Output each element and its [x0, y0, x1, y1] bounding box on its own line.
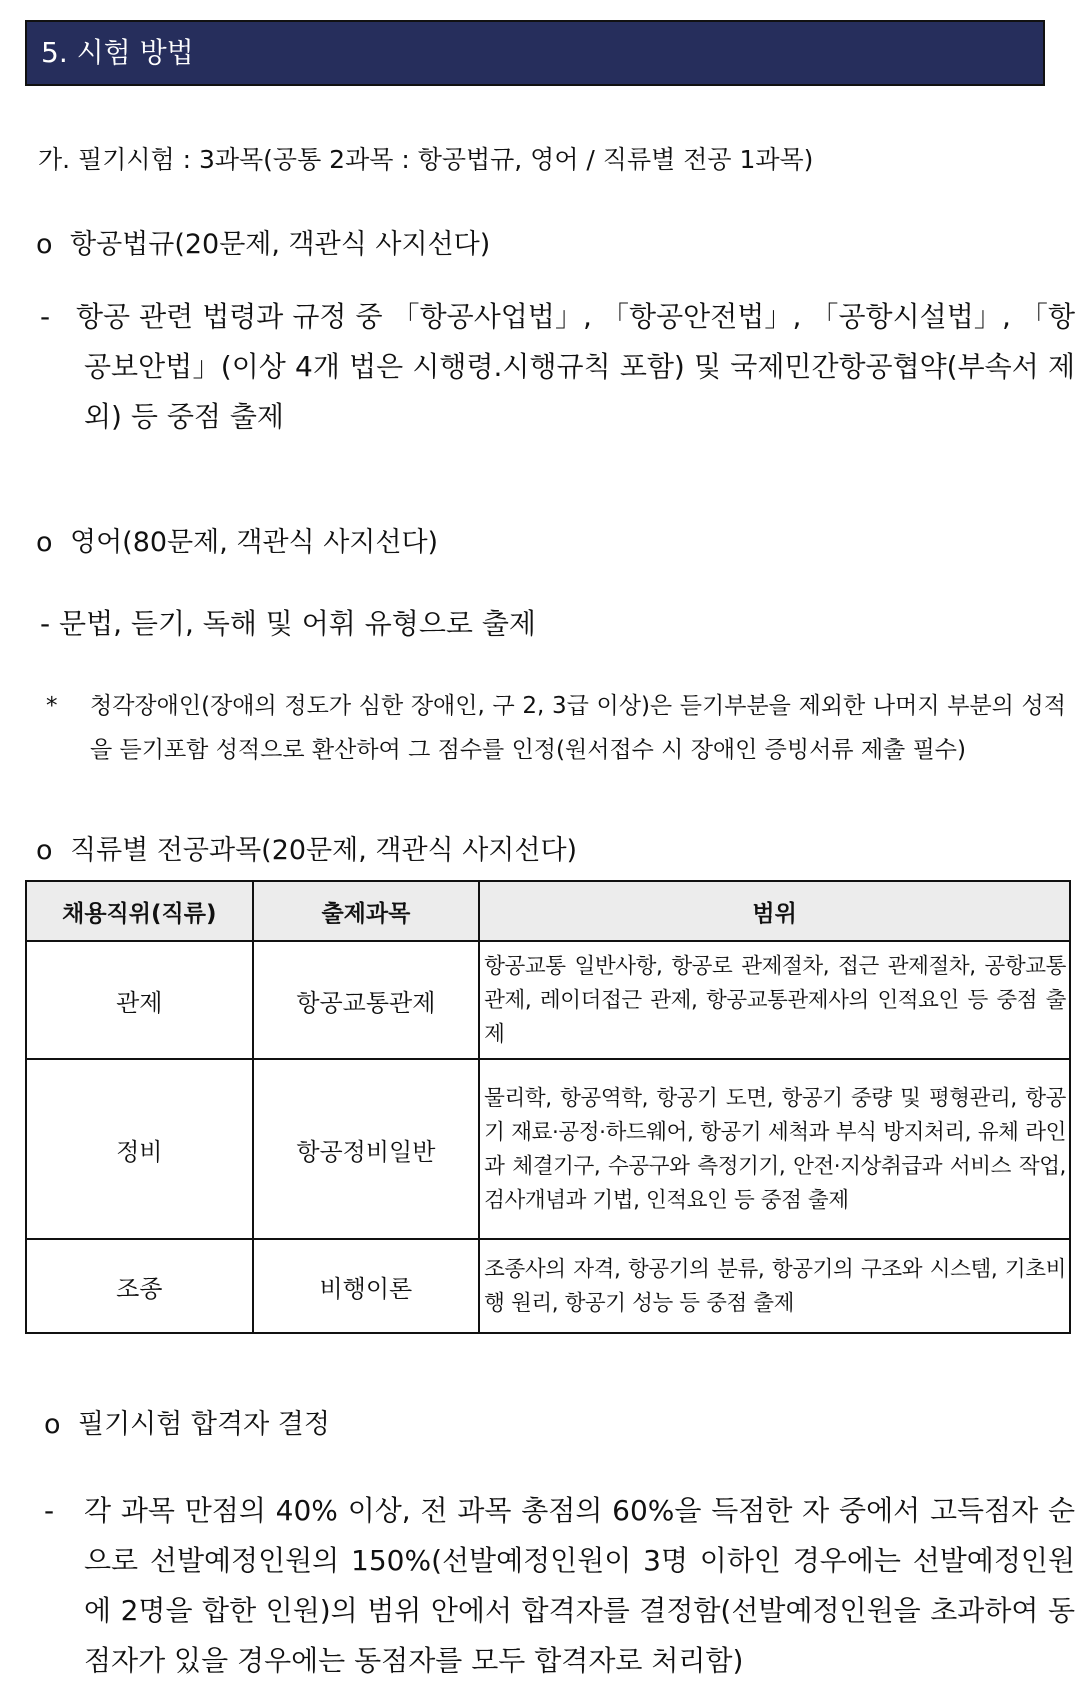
aviation-law-detail-text: 항공 관련 법령과 규정 중 「항공사업법」, 「항공안전법」, 「공항시설법」, 「항공보안법」(이상 4개 법은 시행령.시행규칙 포함) 및 국제민간항공협약(부속서 제외) 등 중점 출제: [76, 300, 1075, 433]
english-detail-text: 문법, 듣기, 독해 및 어휘 유형으로 출제: [59, 607, 536, 640]
english-heading-text: 영어(80문제, 객관식 사지선다): [70, 527, 439, 558]
written-exam-subtitle: 가. 필기시험 : 3과목(공통 2과목 : 항공법규, 영어 / 직류별 전공 1과목): [38, 145, 814, 174]
cell-subject: 항공정비일반: [253, 1059, 480, 1239]
english-detail: [40, 602, 536, 642]
header-position: 채용직위(직류): [26, 881, 253, 941]
aviation-law-heading-text: 항공법규(20문제, 객관식 사지선다): [70, 229, 491, 260]
bullet-marker: ο: [36, 229, 53, 260]
dash-marker: -: [44, 1494, 55, 1527]
pass-decision-heading-text: 필기시험 합격자 결정: [78, 1409, 330, 1440]
table-row: [26, 1059, 1070, 1239]
dash-marker: -: [40, 300, 51, 333]
table-row: [26, 1239, 1070, 1333]
majors-table: [25, 880, 1071, 1334]
pass-decision-detail-text: 각 과목 만점의 40% 이상, 전 과목 총점의 60%을 득점한 자 중에서 고득점자 순으로 선발예정인원의 150%(선발예정인원이 3명 이하인 경우에는 선발예정인원에 2명을 합한 인원)의 범위 안에서 합격자를 결정함(선발예정인원을 초과하여 동점자가 있을 경우에는 동점자를 모두 합격자로 처리함): [84, 1494, 1075, 1677]
cell-position: 관제: [26, 941, 253, 1059]
pass-decision-detail: [44, 1486, 1075, 1686]
section-title: 5. 시험 방법: [41, 36, 194, 69]
majors-heading-text: 직류별 전공과목(20문제, 객관식 사지선다): [70, 835, 578, 866]
bullet-marker: ο: [36, 835, 53, 866]
english-note: [46, 684, 1066, 772]
cell-subject: 항공교통관제: [253, 941, 480, 1059]
cell-scope: 항공교통 일반사항, 항공로 관제절차, 접근 관제절차, 공항교통 관제, 레이더접근 관제, 항공교통관제사의 인적요인 등 중점 출제: [479, 941, 1070, 1059]
table-row: [26, 941, 1070, 1059]
note-marker: *: [46, 693, 58, 719]
pass-decision-heading: [44, 1402, 330, 1441]
cell-scope: 조종사의 자격, 항공기의 분류, 항공기의 구조와 시스템, 기초비행 원리, 항공기 성능 등 중점 출제: [479, 1239, 1070, 1333]
aviation-law-detail: [40, 292, 1075, 442]
header-subject: 출제과목: [253, 881, 480, 941]
majors-heading: [36, 828, 577, 867]
bullet-marker: ο: [44, 1409, 61, 1440]
cell-position: 조종: [26, 1239, 253, 1333]
aviation-law-heading: [36, 222, 490, 261]
section-header: [25, 20, 1045, 86]
header-scope: 범위: [479, 881, 1070, 941]
table-header-row: [26, 881, 1070, 941]
english-heading: [36, 520, 438, 559]
cell-position: 정비: [26, 1059, 253, 1239]
cell-scope: 물리학, 항공역학, 항공기 도면, 항공기 중량 및 평형관리, 항공기 재료·공정·하드웨어, 항공기 세척과 부식 방지처리, 유체 라인과 체결기구, 수공구와 측정기기, 안전·지상취급과 서비스 작업, 검사개념과 기법, 인적요인 등 중점 출제: [479, 1059, 1070, 1239]
dash-marker: -: [40, 607, 51, 640]
cell-subject: 비행이론: [253, 1239, 480, 1333]
english-note-text: 청각장애인(장애의 정도가 심한 장애인, 구 2, 3급 이상)은 듣기부분을 제외한 나머지 부분의 성적을 듣기포함 성적으로 환산하여 그 점수를 인정(원서접수 시 장애인 증빙서류 제출 필수): [90, 693, 1066, 763]
bullet-marker: ο: [36, 527, 53, 558]
